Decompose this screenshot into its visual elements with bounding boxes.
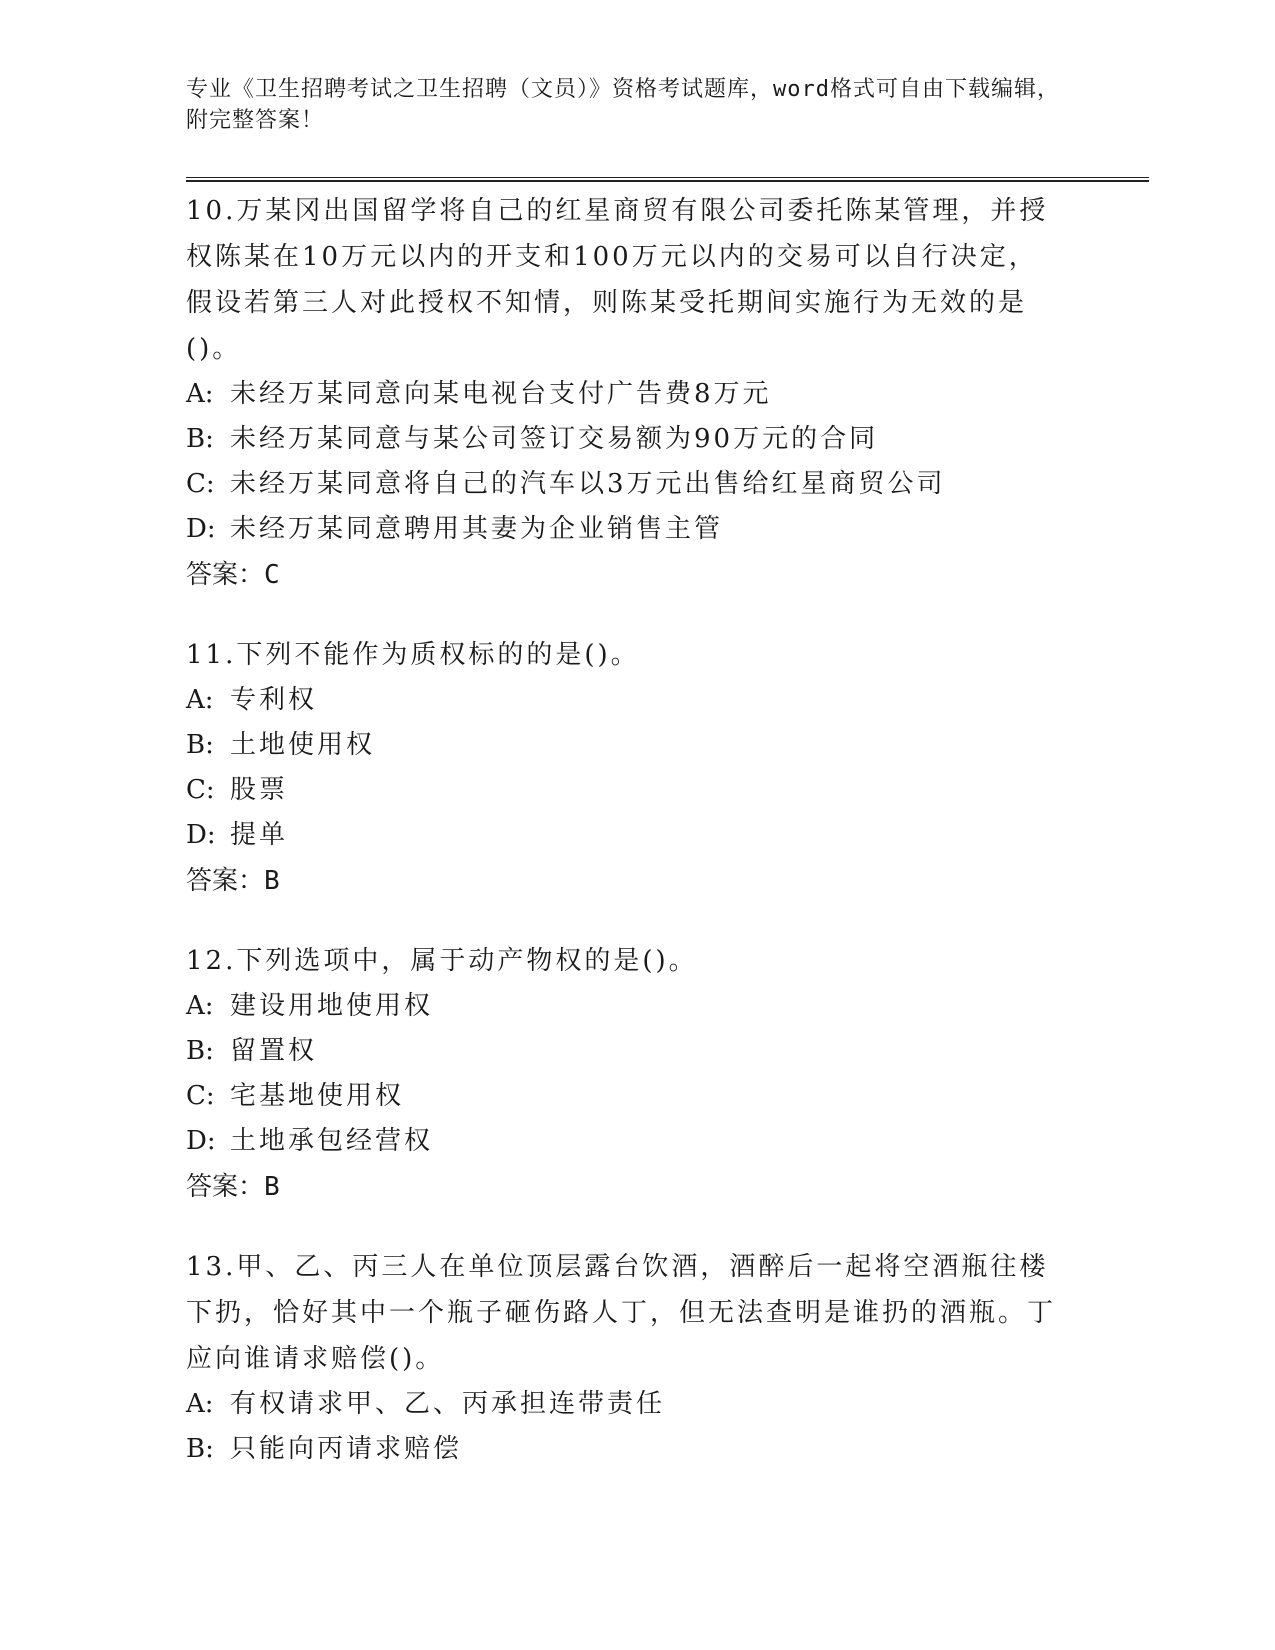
option-letter: B: (186, 1036, 214, 1066)
option-letter: C: (186, 469, 215, 499)
option-a (186, 1382, 1066, 1427)
option-letter: B: (186, 730, 214, 760)
question-stem: 11.下列不能作为质权标的的是()。 (186, 640, 640, 670)
option-letter: D: (186, 820, 216, 850)
option-a (186, 372, 1066, 417)
option-c (186, 462, 1066, 507)
option-text: 未经万某同意将自己的汽车以3万元出售给红星商贸公司 (230, 469, 946, 499)
option-text: 未经万某同意与某公司签订交易额为90万元的合同 (230, 424, 879, 454)
option-text: 提单 (230, 820, 289, 850)
option-text: 宅基地使用权 (230, 1081, 405, 1111)
option-d (186, 1119, 1066, 1164)
option-b (186, 723, 1066, 768)
option-text: 土地使用权 (230, 730, 376, 760)
option-letter: A: (186, 379, 214, 409)
option-letter: A: (186, 685, 214, 715)
option-d (186, 507, 1066, 552)
question-stem: 13.甲、乙、丙三人在单位顶层露台饮酒，酒醉后一起将空酒瓶往楼下扔，恰好其中一个瓶子砸伤路人丁，但无法查明是谁扔的酒瓶。丁应向谁请求赔偿()。 (186, 1252, 1057, 1374)
option-text: 有权请求甲、乙、丙承担连带责任 (230, 1389, 666, 1419)
option-text: 股票 (230, 775, 289, 805)
option-text: 专利权 (230, 685, 318, 715)
option-b (186, 1427, 1066, 1472)
answer-label: 答案：B (186, 1172, 280, 1202)
header-divider-thin (186, 177, 1149, 178)
option-letter: C: (186, 1081, 215, 1111)
option-letter: C: (186, 775, 215, 805)
option-b (186, 1029, 1066, 1074)
option-c (186, 1074, 1066, 1119)
option-letter: D: (186, 1126, 216, 1156)
option-d (186, 813, 1066, 858)
question-10 (186, 188, 1066, 598)
answer-label: 答案：C (186, 560, 280, 590)
option-letter: D: (186, 514, 216, 544)
answer-label: 答案：B (186, 866, 280, 896)
option-letter: A: (186, 991, 214, 1021)
question-12 (186, 938, 1066, 1210)
option-text: 建设用地使用权 (230, 991, 434, 1021)
option-letter: B: (186, 1434, 214, 1464)
question-11 (186, 632, 1066, 904)
option-letter: B: (186, 424, 214, 454)
question-stem: 12.下列选项中，属于动产物权的是()。 (186, 946, 698, 976)
option-text: 土地承包经营权 (230, 1126, 434, 1156)
option-text: 未经万某同意聘用其妻为企业销售主管 (230, 514, 724, 544)
document-intro: 专业《卫生招聘考试之卫生招聘（文员）》资格考试题库，word格式可自由下载编辑，附完整答案！ (186, 77, 1060, 133)
option-text: 只能向丙请求赔偿 (230, 1434, 463, 1464)
option-c (186, 768, 1066, 813)
option-a (186, 984, 1066, 1029)
header-divider-thick (186, 180, 1149, 182)
option-letter: A: (186, 1389, 214, 1419)
option-a (186, 678, 1066, 723)
question-13 (186, 1244, 1066, 1472)
question-list (186, 188, 1066, 1506)
option-text: 未经万某同意向某电视台支付广告费8万元 (230, 379, 772, 409)
option-b (186, 417, 1066, 462)
question-stem: 10.万某冈出国留学将自己的红星商贸有限公司委托陈某管理，并授权陈某在10万元以内的开支和100万元以内的交易可以自行决定，假设若第三人对此授权不知情，则陈某受托期间实施行为无效的是()。 (186, 196, 1049, 364)
option-text: 留置权 (230, 1036, 318, 1066)
